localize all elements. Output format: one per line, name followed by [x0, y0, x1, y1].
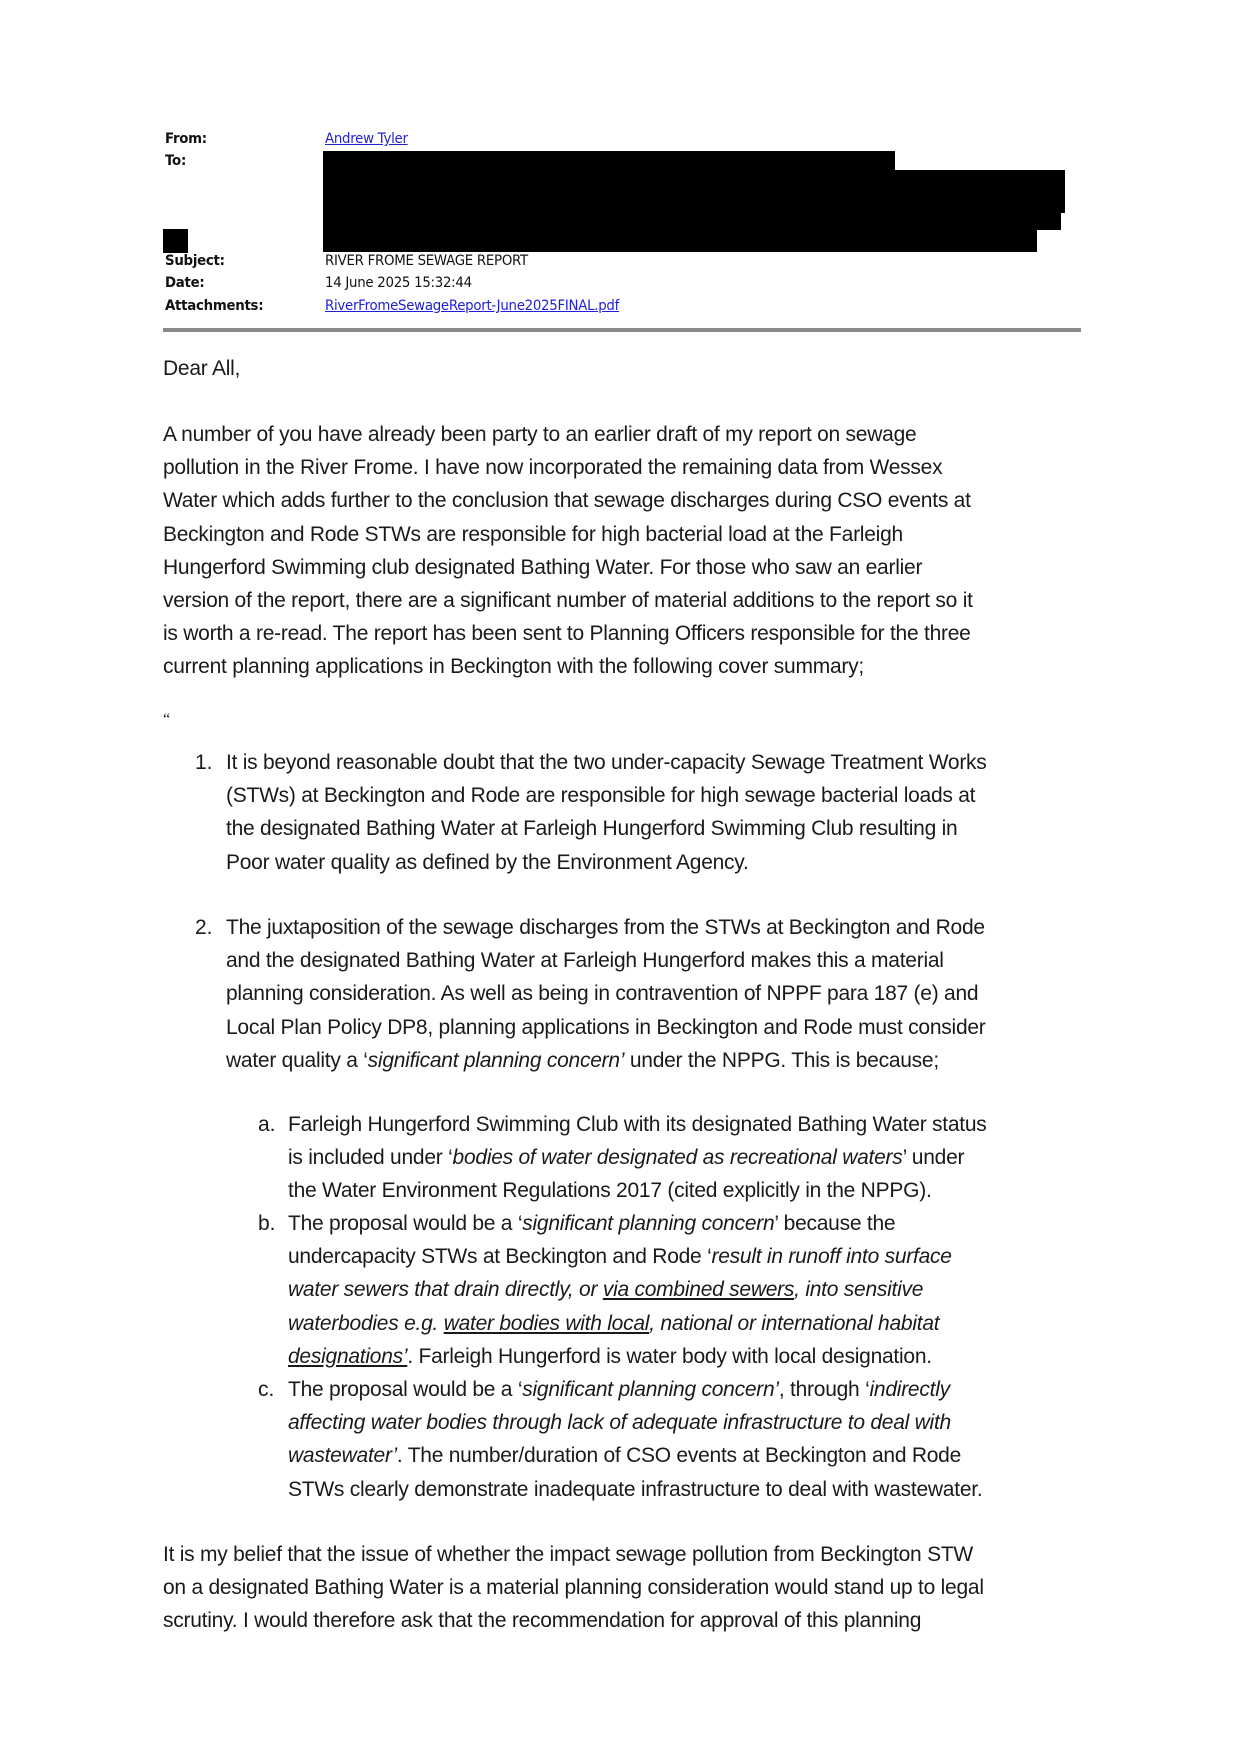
item-line: (STWs) at Beckington and Rode are responsible for high sewage bacterial loads at	[226, 784, 976, 808]
item-line	[226, 1044, 986, 1077]
text-span: . The number/duration of CSO events at Beckington and Rode	[396, 1444, 962, 1468]
italic-span: water sewers that drain directly, or	[288, 1278, 603, 1302]
italic-span: bodies of water designated as recreational waters	[452, 1146, 903, 1170]
redaction-block	[323, 212, 1061, 230]
item-line	[288, 1307, 952, 1340]
text-span: undercapacity STWs at Beckington and Rode ‘	[288, 1245, 712, 1269]
item-line: Farleigh Hungerford Swimming Club with its designated Bathing Water status	[288, 1113, 987, 1136]
italic-span: waterbodies e.g.	[288, 1311, 444, 1335]
attachments-label: Attachments:	[165, 298, 264, 314]
list-number-2: 2.	[195, 916, 213, 939]
item-line	[288, 1240, 952, 1273]
list-number-1: 1.	[195, 751, 213, 774]
intro-paragraph	[163, 418, 973, 684]
header-divider	[163, 328, 1081, 332]
date-value: 14 June 2025 15:32:44	[325, 275, 472, 291]
item-line: affecting water bodies through lack of adequate infrastructure to deal with	[288, 1411, 951, 1435]
from-sender-link[interactable]: Andrew Tyler	[325, 131, 408, 147]
paragraph-line: pollution in the River Frome. I have now incorporated the remaining data from Wessex	[163, 456, 943, 480]
to-label: To:	[165, 153, 187, 169]
italic-span: significant planning concern’	[522, 1378, 779, 1401]
item-line	[288, 1141, 987, 1174]
paragraph-line: A number of you have already been party to an earlier draft of my report on sewage	[163, 423, 917, 446]
sublist-label-c: c.	[258, 1378, 275, 1401]
sublist-label-a: a.	[258, 1113, 276, 1136]
item-line: planning consideration. As well as being in contravention of NPPF para 187 (e) and	[226, 982, 979, 1006]
item-line: Local Plan Policy DP8, planning applications in Beckington and Rode must consider	[226, 1015, 986, 1039]
sublist-item-a	[288, 1108, 987, 1208]
paragraph-line: version of the report, there are a significant number of material additions to the report so it	[163, 589, 973, 613]
text-span: The proposal would be a ‘	[288, 1378, 523, 1401]
paragraph-line: is worth a re-read. The report has been sent to Planning Officers responsible for the three	[163, 622, 971, 646]
paragraph-line: scrutiny. I would therefore ask that the recommendation for approval of this planning	[163, 1609, 922, 1633]
paragraph-line: Water which adds further to the conclusion that sewage discharges during CSO events at	[163, 489, 971, 513]
open-quote-mark: “	[163, 711, 170, 728]
italic-span: significant planning concern’	[367, 1048, 625, 1072]
attachment-link[interactable]: RiverFromeSewageReport-June2025FINAL.pdf	[325, 298, 620, 314]
paragraph-line: Hungerford Swimming club designated Bathing Water. For those who saw an earlier	[163, 555, 923, 579]
paragraph-line: current planning applications in Beckington with the following cover summary;	[163, 655, 864, 679]
list-item-2	[226, 911, 986, 1077]
italic-span: significant planning concern	[522, 1212, 775, 1235]
text-span: , through ‘	[778, 1378, 870, 1401]
redaction-block	[323, 151, 895, 171]
closing-paragraph	[163, 1538, 984, 1638]
item-line	[288, 1439, 982, 1472]
item-line: Poor water quality as defined by the Environment Agency.	[226, 850, 749, 874]
italic-span: , into sensitive	[794, 1278, 924, 1302]
subject-label: Subject:	[165, 253, 225, 269]
underlined-italic-span: designations’	[288, 1344, 408, 1368]
text-span: . Farleigh Hungerford is water body with local designation.	[407, 1344, 932, 1368]
date-label: Date:	[165, 275, 205, 291]
item-line: and the designated Bathing Water at Farleigh Hungerford makes this a material	[226, 949, 944, 973]
sublist-label-b: b.	[258, 1212, 276, 1235]
item-line: STWs clearly demonstrate inadequate infrastructure to deal with wastewater.	[288, 1477, 983, 1501]
from-label: From:	[165, 131, 207, 147]
italic-span: result in runoff into surface	[711, 1245, 952, 1269]
item-line: The juxtaposition of the sewage discharges from the STWs at Beckington and Rode	[226, 916, 985, 939]
text-span: The proposal would be a ‘	[288, 1212, 523, 1235]
item-line	[288, 1373, 982, 1406]
underlined-italic-span: water bodies with local	[443, 1311, 650, 1335]
italic-span: wastewater’	[288, 1444, 397, 1468]
paragraph-line: It is my belief that the issue of whether the impact sewage pollution from Beckington STW	[163, 1543, 973, 1566]
text-span: ’ under	[902, 1146, 965, 1170]
italic-span: indirectly	[869, 1378, 950, 1401]
paragraph-line: Beckington and Rode STWs are responsible for high bacterial load at the Farleigh	[163, 522, 903, 546]
redaction-block	[323, 170, 1065, 213]
text-span: water quality a ‘	[226, 1048, 368, 1072]
subject-value: RIVER FROME SEWAGE REPORT	[325, 253, 528, 269]
greeting: Dear All,	[163, 357, 241, 380]
text-span: is included under ‘	[288, 1146, 453, 1170]
redaction-block	[323, 229, 1037, 252]
item-line	[288, 1340, 952, 1373]
item-line: the designated Bathing Water at Farleigh Hungerford Swimming Club resulting in	[226, 817, 958, 841]
item-line: the Water Environment Regulations 2017 (cited explicitly in the NPPG).	[288, 1179, 932, 1203]
text-span: ’ because the	[774, 1212, 896, 1235]
sublist-item-c	[288, 1373, 982, 1506]
list-item-1	[226, 746, 987, 879]
label-redaction	[163, 229, 188, 253]
item-line: It is beyond reasonable doubt that the two under-capacity Sewage Treatment Works	[226, 751, 987, 774]
item-line	[288, 1207, 952, 1240]
paragraph-line: on a designated Bathing Water is a material planning consideration would stand up to legal	[163, 1576, 984, 1600]
italic-span: , national or international habitat	[649, 1311, 940, 1335]
sublist-item-b	[288, 1207, 952, 1373]
item-line	[288, 1273, 952, 1306]
underlined-italic-span: via combined sewers	[602, 1278, 795, 1302]
text-span: under the NPPG. This is because;	[624, 1048, 939, 1072]
